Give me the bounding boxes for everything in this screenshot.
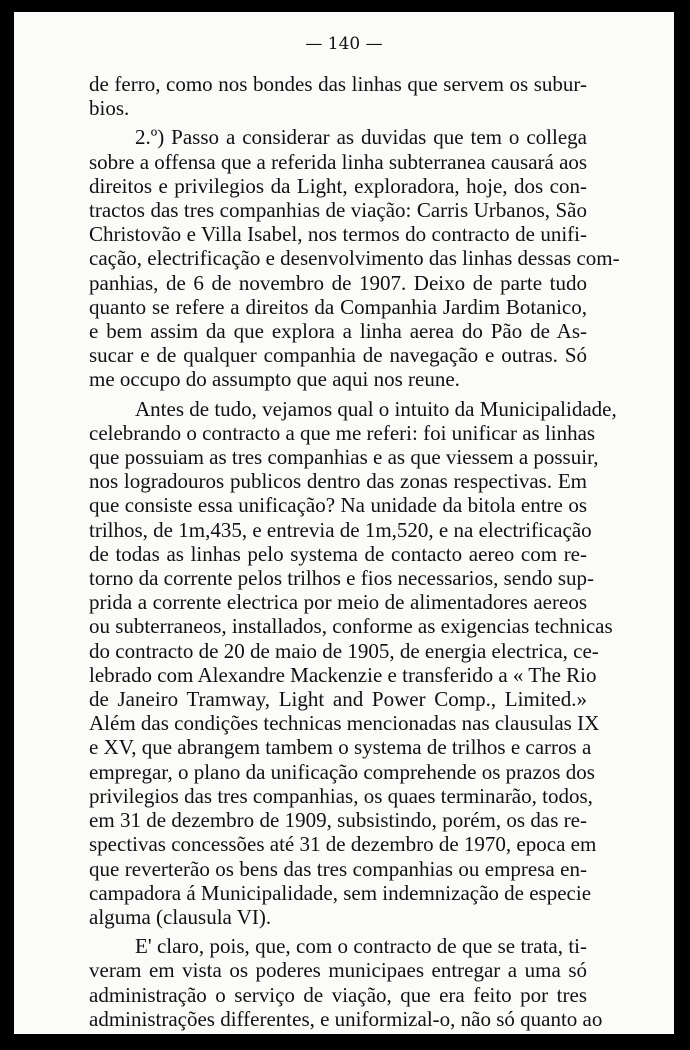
text-line: lebrado com Alexandre Mackenzie e transferido a « The Rio: [89, 662, 597, 687]
text-line: prida a corrente electrica por meio de alimentadores aereos: [89, 590, 587, 615]
text-line: de todas as linhas pelo systema de contacto aereo com re-: [89, 541, 587, 566]
text-line: direitos e privilegios da Light, exploradora, hoje, dos con-: [89, 173, 587, 198]
paragraph-1: [89, 72, 587, 120]
text-line: nos logradouros publicos dentro das zonas respectivas. Em: [89, 469, 587, 494]
text-line: do contracto de 20 de maio de 1905, de energia electrica, ce-: [89, 638, 599, 663]
text-line: tractos das tres companhias de viação: Carris Urbanos, São: [89, 198, 587, 223]
paragraph-4: [89, 934, 603, 1031]
text-line: ou subterraneos, installados, conforme as exigencias technicas: [89, 614, 613, 639]
text-line: bios.: [89, 96, 130, 121]
page-number: — 140 —: [305, 34, 383, 54]
paragraph-2: [89, 125, 620, 392]
text-line: trilhos, de 1m,435, e entrevia de 1m,520, e na electrificação: [89, 517, 592, 542]
text-line: que reverterão os bens das tres companhias ou empresa en-: [89, 856, 587, 881]
text-line: que consiste essa unificação? Na unidade da bitola entre os: [89, 493, 587, 518]
text-line: veram em vista os poderes municipaes entregar a uma só: [89, 958, 587, 983]
text-line: privilegios das tres companhias, os quaes terminarão, todos,: [89, 783, 593, 808]
text-line: panhias, de 6 de novembro de 1907. Deixo de parte tudo: [89, 270, 587, 295]
text-line: Christovão e Villa Isabel, nos termos do contracto de unifi-: [89, 222, 587, 247]
text-line: administrações differentes, e uniformizal-o, não só quanto ao: [89, 1006, 603, 1031]
text-line: e XV, que abrangem tambem o systema de trilhos e carros a: [89, 735, 592, 760]
text-line: e bem assim da que explora a linha aerea do Pão de As-: [89, 319, 587, 344]
text-line: de Janeiro Tramway, Light and Power Comp., Limited.»: [89, 687, 587, 712]
book-page: [14, 12, 674, 1034]
text-line: empregar, o plano da unificação comprehende os prazos dos: [89, 759, 595, 784]
text-line: que possuiam as tres companhias e as que viessem a possuir,: [89, 445, 599, 470]
text-line: administração o serviço de viação, que era feito por tres: [89, 982, 587, 1007]
text-line: em 31 de dezembro de 1909, subsistindo, porém, os das re-: [89, 808, 587, 833]
text-line: alguma (clausula VI).: [89, 904, 272, 929]
text-line: me occupo do assumpto que aqui nos reune.: [89, 367, 460, 392]
text-line: 2.º) Passo a considerar as duvidas que tem o collega: [135, 125, 587, 150]
text-line: E' claro, pois, que, com o contracto de que se trata, ti-: [135, 934, 587, 959]
text-line: cação, electrificação e desenvolvimento das linhas dessas com-: [89, 246, 620, 271]
text-line: torno da corrente pelos trilhos e fios necessarios, sendo sup-: [89, 566, 595, 591]
text-line: Além das condições technicas mencionadas nas clausulas IX: [89, 711, 600, 736]
text-line: spectivas concessões até 31 de dezembro de 1970, epoca em: [89, 832, 597, 857]
text-line: Antes de tudo, vejamos qual o intuito da Municipalidade,: [135, 396, 617, 421]
text-line: sobre a offensa que a referida linha subterranea causará aos: [89, 149, 588, 174]
text-line: campadora á Municipalidade, sem indemnização de especie: [89, 880, 592, 905]
text-line: sucar e de qualquer companhia de navegação e outras. Só: [89, 343, 587, 368]
paragraph-3: [89, 396, 617, 929]
text-line: celebrando o contracto a que me referi: foi unificar as linhas: [89, 420, 596, 445]
body-text: [89, 72, 620, 1034]
text-line: quanto se refere a direitos da Companhia Jardim Botanico,: [89, 294, 587, 319]
text-line: de ferro, como nos bondes das linhas que servem os subur-: [89, 72, 587, 96]
